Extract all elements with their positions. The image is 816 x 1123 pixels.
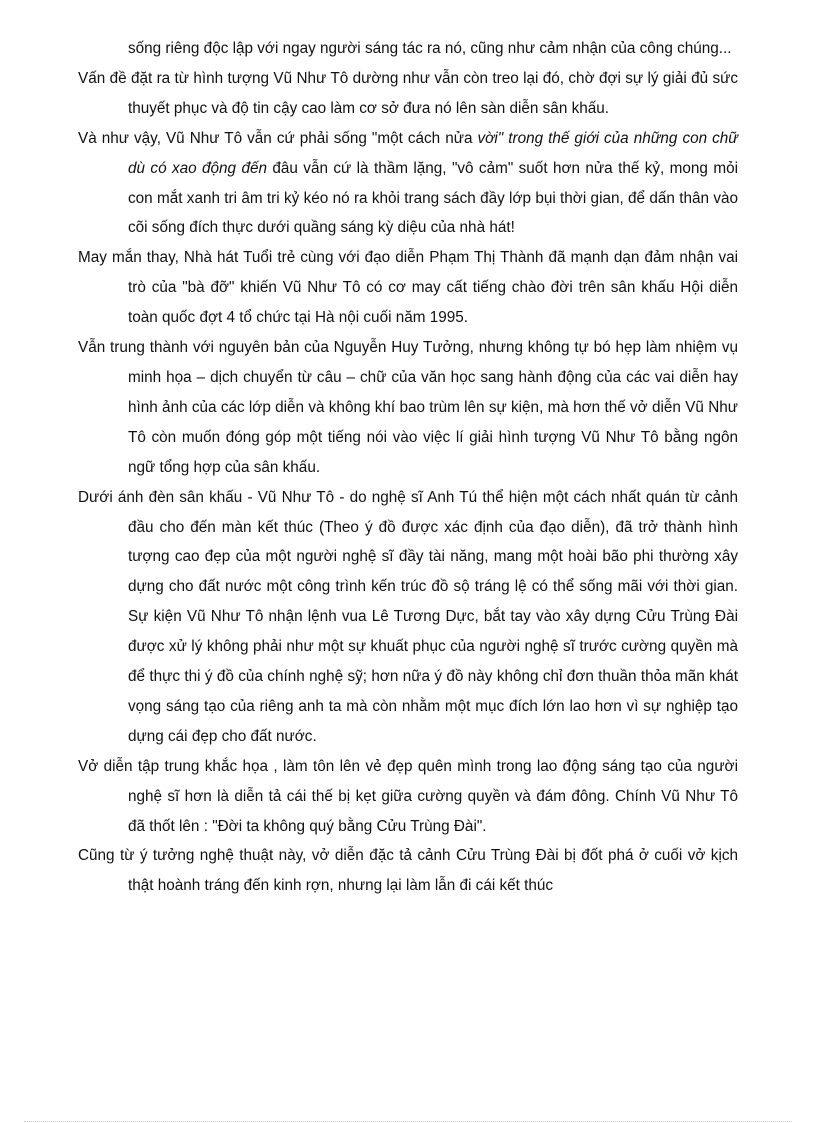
paragraph-continuation: sống riêng độc lập với ngay người sáng tác ra nó, cũng như cảm nhận của công chúng... <box>128 40 732 57</box>
paragraph: Vấn đề đặt ra từ hình tượng Vũ Như Tô dường như vẫn còn treo lại đó, chờ đợi sự lý giải đủ sức thuyết phục và độ tin cậy cao làm cơ sở đưa nó lên sàn diễn sân khấu. <box>78 69 738 117</box>
page-bottom-divider <box>24 1121 792 1122</box>
paragraph <box>78 124 738 244</box>
italic-quote: vời" trong thế giới của những con chữ dù có xao động đến <box>128 129 738 177</box>
paragraph: Vở diễn tập trung khắc họa , làm tôn lên vẻ đẹp quên mình trong lao động sáng tạo của người nghệ sĩ hơn là diễn tả cái thế bị kẹt giữa cường quyền và đám đông. Chính Vũ Như Tô đã thốt lên : "Đời ta không quý bằng Cửu Trùng Đài". <box>78 757 738 835</box>
paragraph-text: đâu vẫn cứ là thầm lặng, "vô cảm" suốt hơn nửa thế kỷ, mong mỏi con mắt xanh tri âm tri kỷ kéo nó ra khỏi trang sách đầy lớp bụi thời gian, để dấn thân vào cõi sống đích thực dưới quầng sáng kỳ diệu của nhà hát! <box>128 159 738 237</box>
paragraph: Dưới ánh đèn sân khấu - Vũ Như Tô - do nghệ sĩ Anh Tú thể hiện một cách nhất quán từ cảnh đầu cho đến màn kết thúc (Theo ý đồ được xác định của đạo diễn), đã trở thành hình tượng cao đẹp của một người nghệ sĩ đầy tài năng, mang một hoài bão phi thường xây dựng cho đất nước một công trình kến trúc đồ sộ tráng lệ có thể sống mãi với thời gian. Sự kiện Vũ Như Tô nhận lệnh vua Lê Tương Dực, bắt tay vào xây dựng Cửu Trùng Đài được xử lý không phải như một sự khuất phục của người nghệ sĩ trước cường quyền mà để thực thi ý đồ của chính nghệ sỹ; hơn nữa ý đồ này không chỉ đơn thuần thỏa mãn khát vọng sáng tạo của riêng anh ta mà còn nhằm một mục đích lớn lao hơn vì sự nghiệp tạo dựng cái đẹp cho đất nước. <box>78 488 738 745</box>
paragraph: Cũng từ ý tưởng nghệ thuật này, vở diễn đặc tả cảnh Cửu Trùng Đài bị đốt phá ở cuối vở kịch thật hoành tráng đến kinh rợn, nhưng lại làm lẫn đi cái kết thúc <box>78 847 738 895</box>
paragraph: Vẫn trung thành với nguyên bản của Nguyễn Huy Tưởng, nhưng không tự bó hẹp làm nhiệm vụ minh họa – dịch chuyển từ câu – chữ của văn học sang hành động của các vai diễn hay hình ảnh của các lớp diễn và không khí bao trùm lên sự kiện, mà hơn thế vở diễn Vũ Như Tô còn muốn đóng góp một tiếng nói vào việc lí giải hình tượng Vũ Như Tô bằng ngôn ngữ tổng hợp của sân khấu. <box>78 339 738 476</box>
document-page <box>78 34 738 901</box>
paragraph-text: Và như vậy, Vũ Như Tô vẫn cứ phải sống "một cách nửa <box>78 129 478 147</box>
paragraph: May mắn thay, Nhà hát Tuổi trẻ cùng với đạo diễn Phạm Thị Thành đã mạnh dạn đảm nhận vai trò của "bà đỡ" khiến Vũ Như Tô có cơ may cất tiếng chào đời trên sân khấu Hội diễn toàn quốc đợt 4 tổ chức tại Hà nội cuối năm 1995. <box>78 249 738 327</box>
